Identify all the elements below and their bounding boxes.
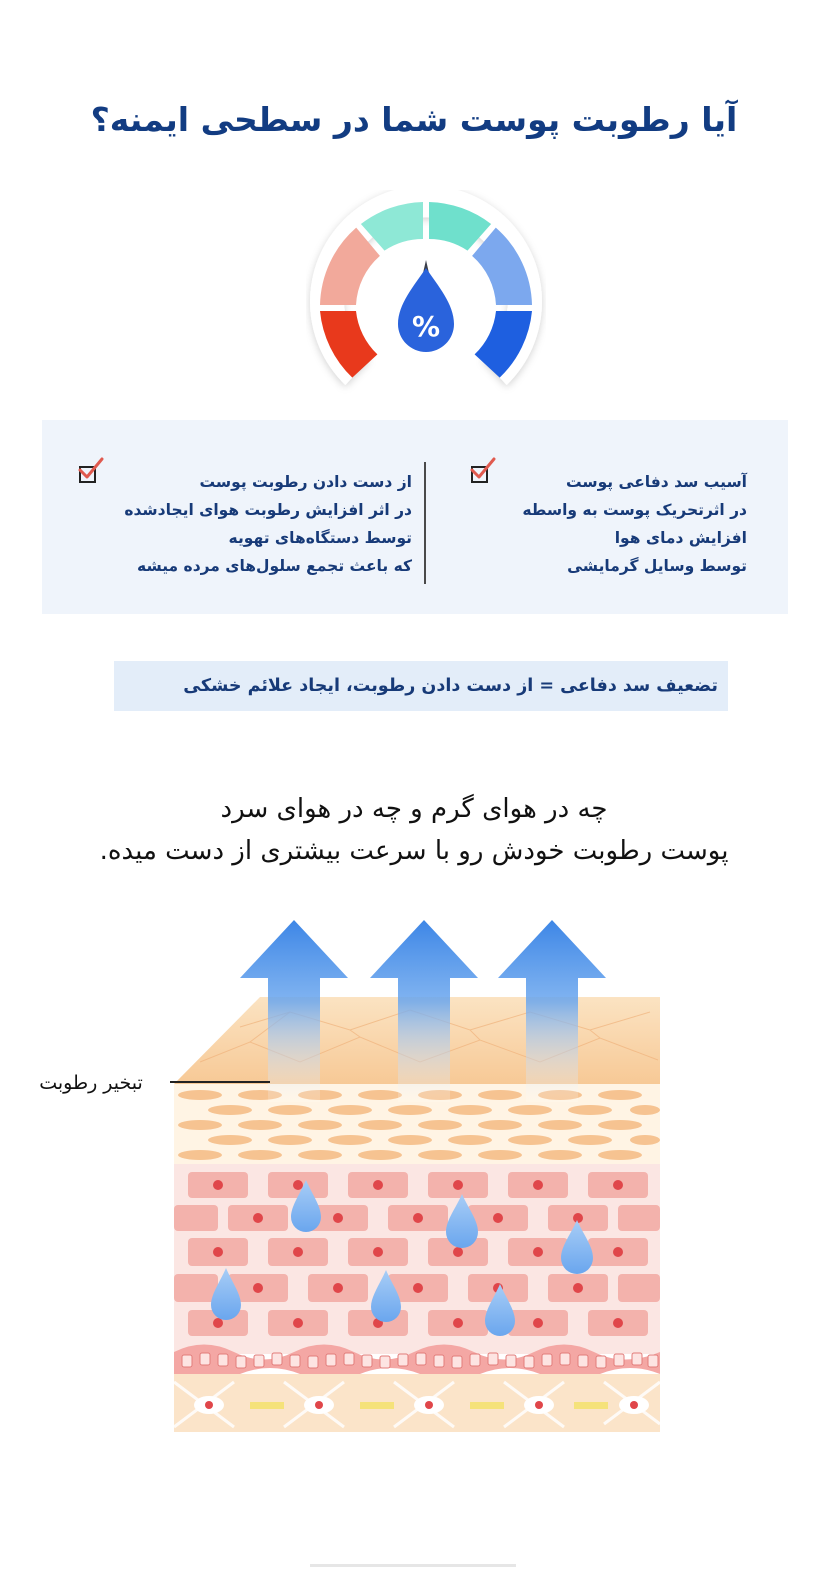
card-left: [90, 468, 412, 580]
checkbox-check-icon: [468, 456, 498, 486]
card-right-line4: توسط وسایل گرمایشی: [567, 557, 747, 575]
card-right-line3: افزایش دمای هوا: [614, 529, 747, 547]
card-right-line2: در اثرتحریک پوست به واسطه: [522, 501, 747, 519]
page-title: آیا رطوبت پوست شما در سطحی ایمنه؟: [90, 100, 738, 139]
card-right: [500, 468, 747, 580]
percent-symbol: %: [411, 310, 441, 343]
subtitle-line2: پوست رطوبت خودش رو با سرعت بیشتری از دست میده.: [99, 836, 729, 866]
humidity-gauge: [306, 190, 546, 400]
card-left-line3: توسط دستگاه‌های تهویه: [228, 529, 412, 547]
summary-banner-text: تضعیف سد دفاعی = از دست دادن رطوبت، ایجاد علائم خشکی: [183, 676, 718, 696]
panel-divider: [424, 462, 426, 584]
skin-layers-diagram: [160, 912, 680, 1452]
bottom-divider: [310, 1564, 516, 1567]
card-right-line1: آسیب سد دفاعی پوست: [565, 473, 747, 491]
evaporation-pointer-line: [170, 1081, 270, 1083]
evaporation-label: تبخیر رطوبت: [39, 1072, 143, 1094]
card-left-line4: که باعث تجمع سلول‌های مرده میشه: [137, 557, 412, 575]
card-left-line1: از دست دادن رطوبت پوست: [199, 473, 412, 491]
checkbox-check-icon: [76, 456, 106, 486]
card-left-line2: در اثر افزایش رطوبت هوای ایجادشده: [124, 501, 412, 519]
subtitle: [0, 788, 828, 872]
subtitle-line1: چه در هوای گرم و چه در هوای سرد: [220, 794, 608, 824]
